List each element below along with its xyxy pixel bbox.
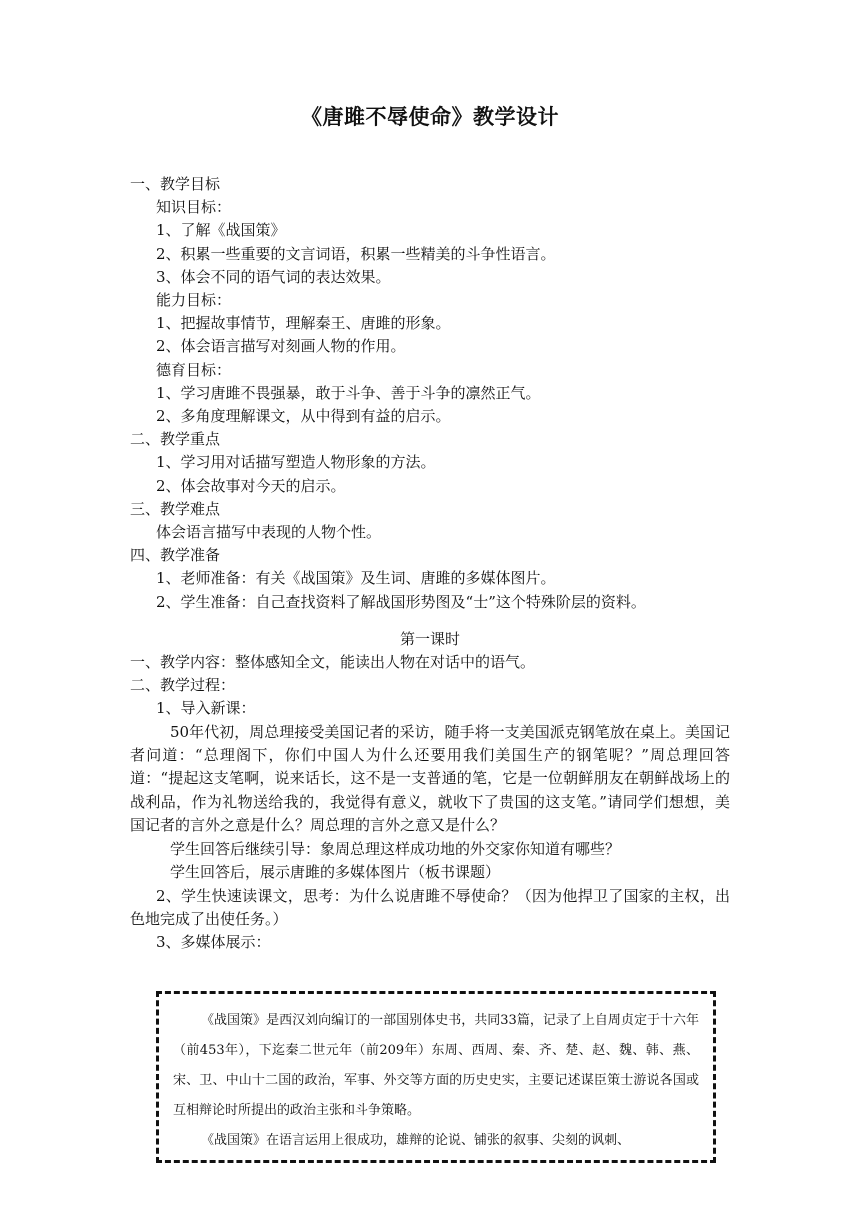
box-paragraph-1 <box>173 1006 699 1126</box>
step-2 <box>130 885 730 932</box>
box-paragraph-1-text: 《战国策》是西汉刘向编订的一部国别体史书，共同33篇，记录了上自周贞定于十六年（前453年），下迄秦二世元年（前209年）东周、西周、秦、齐、楚、赵、魏、韩、燕、宋、卫、中山十二国的政治，军事、外交等方面的历史史实，主要记述谋臣策士游说各国或互相辩论时所提出的政治主张和斗争策略。 <box>173 1013 699 1118</box>
multimedia-box <box>156 991 716 1163</box>
box-paragraph-2 <box>173 1126 699 1156</box>
list-item: 1、老师准备：有关《战国策》及生词、唐雎的多媒体图片。 <box>156 569 556 588</box>
list-item: 2、多角度理解课文，从中得到有益的启示。 <box>156 407 451 426</box>
section-heading-objectives: 一、教学目标 <box>130 175 221 193</box>
lesson-content: 一、教学内容：整体感知全文，能读出人物在对话中的语气。 <box>130 653 536 672</box>
moral-label: 德育目标： <box>156 360 232 379</box>
intro-paragraph-text: 50年代初，周总理接受美国记者的采访，随手将一支美国派克钢笔放在桌上。美国记者问道：“总理阁下，你们中国人为什么还要用我们美国生产的钢笔呢？”周总理回答道：“提起这支笔啊，说来话长，这不是一支普通的笔，它是一位朝鲜朋友在朝鲜战场上的战利品，作为礼物送给我的，我觉得有意义，就收下了贵国的这支笔。”请同学们想想，美国记者的言外之意是什么？周总理的言外之意又是什么？ <box>130 722 730 835</box>
follow-up-2-text: 学生回答后，展示唐雎的多媒体图片（板书课题） <box>170 863 501 882</box>
step-3: 3、多媒体展示： <box>156 933 271 952</box>
list-item: 1、了解《战国策》 <box>156 221 286 240</box>
follow-up-1-text: 学生回答后继续引导：象周总理这样成功地的外交家你知道有哪些？ <box>170 839 621 858</box>
list-item: 2、学生准备：自己查找资料了解战国形势图及“士”这个特殊阶层的资料。 <box>156 592 646 611</box>
list-item: 3、体会不同的语气词的表达效果。 <box>156 267 391 286</box>
list-item: 1、学习唐雎不畏强暴，敢于斗争、善于斗争的凛然正气。 <box>156 383 541 402</box>
list-item: 2、积累一些重要的文言词语，积累一些精美的斗争性语言。 <box>156 244 556 263</box>
knowledge-label: 知识目标： <box>156 198 232 217</box>
difficulty-text: 体会语言描写中表现的人物个性。 <box>156 523 382 542</box>
box-paragraph-2-text: 《战国策》在语言运用上很成功，雄辩的论说、铺张的叙事、尖刻的讽刺、 <box>201 1133 631 1148</box>
list-item: 2、体会故事对今天的启示。 <box>156 476 346 495</box>
step-2-text: 2、学生快速读课文，思考：为什么说唐雎不辱使命？（因为他捍卫了国家的主权，出色地完成了出使任务。） <box>130 886 730 928</box>
ability-label: 能力目标： <box>156 291 232 310</box>
list-item: 1、把握故事情节，理解秦王、唐雎的形象。 <box>156 314 451 333</box>
list-item: 2、体会语言描写对刻画人物的作用。 <box>156 337 406 356</box>
list-item: 1、学习用对话描写塑造人物形象的方法。 <box>156 453 436 472</box>
section-heading-preparation: 四、教学准备 <box>130 546 221 565</box>
document-title: 《唐雎不辱使命》教学设计 <box>301 105 559 129</box>
section-heading-key-points: 二、教学重点 <box>130 430 221 449</box>
intro-paragraph <box>130 721 730 838</box>
lesson-heading: 第一课时 <box>399 629 460 648</box>
follow-up-2 <box>130 861 730 884</box>
follow-up-1 <box>130 838 730 861</box>
section-heading-difficulty: 三、教学难点 <box>130 499 221 518</box>
process-heading: 二、教学过程： <box>130 676 236 695</box>
intro-label: 1、导入新课： <box>156 699 256 718</box>
document-body <box>130 173 730 955</box>
